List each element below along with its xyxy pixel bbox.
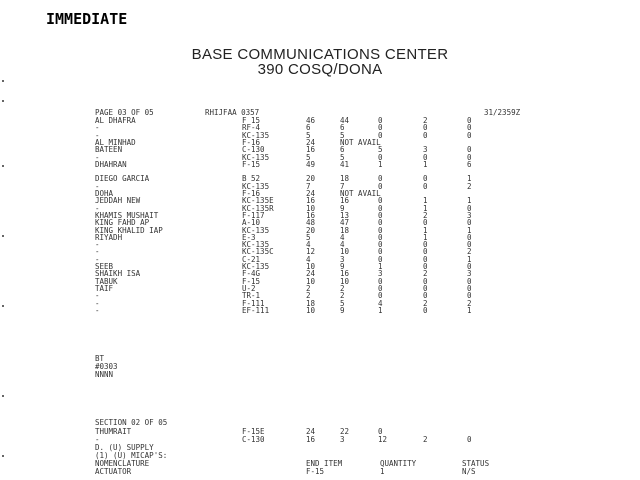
nmcb-cell: 0 <box>467 203 472 213</box>
mission-capable-cell: 6 <box>340 145 345 155</box>
nmcm-cell: 0 <box>423 130 428 140</box>
mission-capable-cell: 7 <box>340 181 345 191</box>
supply-cell: 1 <box>380 467 385 476</box>
base-name-cell: - <box>95 152 100 162</box>
assigned-cell: 4 <box>306 254 311 264</box>
nmcm-cell: 2 <box>423 435 428 444</box>
page-indicator: PAGE 03 OF 05 <box>95 108 154 117</box>
mission-capable-cell: 47 <box>340 218 350 228</box>
assigned-cell: 2 <box>306 291 311 301</box>
nmcm-cell: 0 <box>423 174 428 184</box>
base-name-cell: - <box>95 247 100 257</box>
supply-row <box>0 468 640 476</box>
mission-capable-cell: 2 <box>340 291 345 301</box>
section-indicator: SECTION 02 OF 05 <box>95 418 168 427</box>
nmcb-cell: 0 <box>467 240 472 250</box>
assigned-cell: 5 <box>306 130 311 140</box>
supply-cell: D. (U) SUPPLY <box>95 443 154 452</box>
base-name-cell: - <box>95 181 100 191</box>
nmcb-cell: 1 <box>467 225 472 235</box>
nmcm-cell: 0 <box>423 123 428 133</box>
aircraft-type-cell: KC-135 <box>242 152 270 162</box>
nmcb-cell: 0 <box>467 218 472 228</box>
assigned-cell: 7 <box>306 181 311 191</box>
mission-capable-cell: 4 <box>340 240 345 250</box>
nmcs-cell: 0 <box>378 240 383 250</box>
aircraft-type-cell: KC-135E <box>242 196 274 206</box>
nmcs-cell: 0 <box>378 218 383 228</box>
assigned-cell: 16 <box>306 210 316 220</box>
nmcm-cell: 3 <box>423 145 428 155</box>
assigned-cell: 48 <box>306 218 316 228</box>
base-name-cell: - <box>95 203 100 213</box>
nmcs-cell: 5 <box>378 145 383 155</box>
nmcm-cell: 0 <box>423 254 428 264</box>
nmcm-cell: 0 <box>423 181 428 191</box>
base-name-cell: KING FAHD AP <box>95 218 150 228</box>
nmcb-cell: 0 <box>467 291 472 301</box>
base-name-cell: SHAIKH ISA <box>95 269 141 279</box>
nmcm-cell: 0 <box>423 152 428 162</box>
aircraft-type-cell: TR-1 <box>242 291 261 301</box>
nmcm-cell: 0 <box>423 283 428 293</box>
nmcb-cell: 1 <box>467 254 472 264</box>
mission-capable-cell: 44 <box>340 116 350 125</box>
aircraft-type-cell: B 52 <box>242 174 261 184</box>
assigned-cell: 10 <box>306 262 316 271</box>
base-name-cell: KHAMIS MUSHAIT <box>95 210 159 220</box>
nmcb-cell: 0 <box>467 130 472 140</box>
nmcs-cell: 0 <box>378 276 383 286</box>
assigned-cell: 49 <box>306 159 316 169</box>
supply-cell: (1) (U) MICAP'S: <box>95 451 168 460</box>
assigned-cell: 24 <box>306 189 316 198</box>
mission-capable-cell: 18 <box>340 225 350 235</box>
nmcb-cell: 6 <box>467 159 472 169</box>
mission-capable-cell: 6 <box>340 123 345 133</box>
nmcb-cell: 1 <box>467 305 472 315</box>
nmcm-cell: 0 <box>423 305 428 315</box>
aircraft-type-cell: F-15E <box>242 427 265 436</box>
date-time-group: 31/2359Z <box>484 108 521 117</box>
assigned-cell: 16 <box>306 196 316 206</box>
table-row <box>0 307 640 315</box>
nmcs-cell: 0 <box>378 116 383 125</box>
base-name-cell: - <box>95 130 100 140</box>
nmcb-cell: 0 <box>467 145 472 155</box>
mission-capable-cell: 9 <box>340 305 345 315</box>
base-name-cell: - <box>95 291 100 301</box>
routing-indicator: RHIJFAA 0357 <box>205 108 260 117</box>
scan-mark <box>2 100 4 102</box>
base-name-cell: AL MINHAD <box>95 137 136 147</box>
nmcs-cell: 0 <box>378 203 383 213</box>
assigned-cell: 4 <box>306 240 311 250</box>
aircraft-type-cell: A-10 <box>242 218 261 228</box>
base-name-cell: THUMRAIT <box>95 427 132 436</box>
aircraft-type-cell: RF-4 <box>242 123 261 133</box>
nmcb-cell: 2 <box>467 298 472 308</box>
nmcs-cell: 0 <box>378 427 383 436</box>
nmcb-cell: 0 <box>467 123 472 133</box>
supply-cell: STATUS <box>462 459 490 468</box>
aircraft-type-cell: KC-135R <box>242 203 274 213</box>
scan-mark <box>2 395 4 397</box>
scan-mark <box>2 235 4 237</box>
assigned-cell: 18 <box>306 298 316 308</box>
trailer-line <box>0 371 640 379</box>
nmcs-cell: 0 <box>378 225 383 235</box>
section-header-line <box>0 419 640 427</box>
classification-stamp: IMMEDIATE <box>46 10 128 28</box>
document-subtitle: 390 COSQ/DONA <box>257 61 383 78</box>
aircraft-type-cell: F-15 <box>242 159 261 169</box>
base-name-cell: - <box>95 435 100 444</box>
nmcs-cell: 0 <box>378 123 383 133</box>
supply-cell: NOMENCLATURE <box>95 459 150 468</box>
base-name-cell: - <box>95 305 100 315</box>
nmcm-cell: 1 <box>423 196 428 206</box>
nmcm-cell: 1 <box>423 203 428 213</box>
aircraft-type-cell: F-111 <box>242 298 265 308</box>
aircraft-type-cell: KC-135 <box>242 240 270 250</box>
aircraft-type-cell: E-3 <box>242 232 256 242</box>
nmcb-cell: 1 <box>467 174 472 184</box>
nmcm-cell: 2 <box>423 298 428 308</box>
assigned-cell: 24 <box>306 269 316 279</box>
base-name-cell: - <box>95 240 100 250</box>
nmcm-cell: 0 <box>423 218 428 228</box>
nmcs-cell: 0 <box>378 130 383 140</box>
supply-cell: QUANTITY <box>380 459 417 468</box>
nmcs-cell: 0 <box>378 254 383 264</box>
nmcs-cell: 12 <box>378 435 388 444</box>
mission-capable-cell: 3 <box>340 435 345 444</box>
mission-capable-cell: 3 <box>340 254 345 264</box>
nmcb-cell: 0 <box>467 435 472 444</box>
base-name-cell: TABUK <box>95 276 118 286</box>
aircraft-type-cell: KC-135 <box>242 262 270 271</box>
mission-capable-cell: NOT AVAIL <box>340 189 381 198</box>
mission-capable-cell: 2 <box>340 283 345 293</box>
scan-mark <box>2 305 4 307</box>
assigned-cell: 10 <box>306 203 316 213</box>
aircraft-type-cell: KC-135 <box>242 181 270 191</box>
document-title: BASE COMMUNICATIONS CENTER <box>191 46 449 63</box>
nmcs-cell: 0 <box>378 152 383 162</box>
mission-capable-cell: 5 <box>340 298 345 308</box>
assigned-cell: 20 <box>306 225 316 235</box>
supply-cell: END ITEM <box>306 459 343 468</box>
mission-capable-cell: 18 <box>340 174 350 184</box>
nmcm-cell: 1 <box>423 232 428 242</box>
nmcs-cell: 4 <box>378 298 383 308</box>
aircraft-type-cell: U-2 <box>242 283 256 293</box>
mission-capable-cell: 10 <box>340 276 350 286</box>
assigned-cell: 6 <box>306 123 311 133</box>
base-name-cell: DIEGO GARCIA <box>95 174 150 184</box>
assigned-cell: 5 <box>306 152 311 162</box>
mission-capable-cell: 10 <box>340 247 350 257</box>
nmcb-cell: 0 <box>467 232 472 242</box>
nmcs-cell: 1 <box>378 262 383 271</box>
nmcm-cell: 2 <box>423 210 428 220</box>
mission-capable-cell: 9 <box>340 203 345 213</box>
mission-capable-cell: 13 <box>340 210 350 220</box>
base-name-cell: DHAHRAN <box>95 159 127 169</box>
mission-capable-cell: 5 <box>340 152 345 162</box>
nmcb-cell: 0 <box>467 152 472 162</box>
base-name-cell: BATEEN <box>95 145 123 155</box>
nmcb-cell: 2 <box>467 181 472 191</box>
mission-capable-cell: 16 <box>340 196 350 206</box>
nmcb-cell: 0 <box>467 276 472 286</box>
nmcb-cell: 0 <box>467 283 472 293</box>
base-name-cell: JEDDAH NEW <box>95 196 141 206</box>
assigned-cell: 24 <box>306 427 316 436</box>
assigned-cell: 2 <box>306 283 311 293</box>
nmcs-cell: 0 <box>378 181 383 191</box>
nmcs-cell: 0 <box>378 247 383 257</box>
supply-cell: N/S <box>462 467 476 476</box>
scan-mark <box>2 455 4 457</box>
base-name-cell: - <box>95 298 100 308</box>
nmcs-cell: 0 <box>378 210 383 220</box>
aircraft-type-cell: C-130 <box>242 145 265 155</box>
assigned-cell: 16 <box>306 145 316 155</box>
assigned-cell: 46 <box>306 116 316 125</box>
mission-capable-cell: 22 <box>340 427 350 436</box>
nmcm-cell: 0 <box>423 240 428 250</box>
nmcm-cell: 0 <box>423 291 428 301</box>
nmcs-cell: 0 <box>378 174 383 184</box>
nmcb-cell: 2 <box>467 247 472 257</box>
base-name-cell: - <box>95 123 100 133</box>
aircraft-type-cell: F-4G <box>242 269 261 279</box>
trailer-text: NNNN <box>95 370 114 379</box>
aircraft-type-cell: F-16 <box>242 137 261 147</box>
aircraft-type-cell: KC-135 <box>242 225 270 235</box>
nmcs-cell: 1 <box>378 159 383 169</box>
base-name-cell: AL DHAFRA <box>95 116 136 125</box>
aircraft-type-cell: C-130 <box>242 435 265 444</box>
nmcb-cell: 0 <box>467 262 472 271</box>
aircraft-type-cell: F-16 <box>242 189 261 198</box>
nmcm-cell: 1 <box>423 159 428 169</box>
assigned-cell: 20 <box>306 174 316 184</box>
aircraft-type-cell: F-117 <box>242 210 265 220</box>
supply-cell: F-15 <box>306 467 325 476</box>
mission-capable-cell: 5 <box>340 130 345 140</box>
nmcs-cell: 3 <box>378 269 383 279</box>
base-name-cell: - <box>95 254 100 264</box>
assigned-cell: 16 <box>306 435 316 444</box>
aircraft-type-cell: KC-135 <box>242 130 270 140</box>
nmcs-cell: 1 <box>378 305 383 315</box>
base-name-cell: DOHA <box>95 189 114 198</box>
nmcb-cell: 0 <box>467 116 472 125</box>
base-name-cell: RIYADH <box>95 232 123 242</box>
supply-cell: ACTUATOR <box>95 467 132 476</box>
nmcm-cell: 2 <box>423 269 428 279</box>
base-name-cell: SEEB <box>95 262 114 271</box>
trailer-text: #0303 <box>95 362 118 371</box>
mission-capable-cell: 16 <box>340 269 350 279</box>
mission-capable-cell: 41 <box>340 159 350 169</box>
nmcb-cell: 1 <box>467 196 472 206</box>
mission-capable-cell: 4 <box>340 232 345 242</box>
assigned-cell: 24 <box>306 137 316 147</box>
nmcs-cell: 0 <box>378 291 383 301</box>
assigned-cell: 5 <box>306 232 311 242</box>
nmcb-cell: 3 <box>467 210 472 220</box>
nmcs-cell: 0 <box>378 196 383 206</box>
mission-capable-cell: NOT AVAIL <box>340 137 381 147</box>
aircraft-type-cell: C-21 <box>242 254 261 264</box>
assigned-cell: 12 <box>306 247 316 257</box>
base-name-cell: TAIF <box>95 283 114 293</box>
nmcm-cell: 0 <box>423 247 428 257</box>
nmcm-cell: 0 <box>423 262 428 271</box>
scan-mark <box>2 80 4 82</box>
aircraft-type-cell: EF-111 <box>242 305 270 315</box>
base-name-cell: KING KHALID IAP <box>95 225 163 235</box>
aircraft-type-cell: F-15 <box>242 276 261 286</box>
scan-mark <box>2 165 4 167</box>
aircraft-type-cell: KC-135C <box>242 247 274 257</box>
nmcm-cell: 0 <box>423 276 428 286</box>
assigned-cell: 10 <box>306 305 316 315</box>
nmcm-cell: 1 <box>423 225 428 235</box>
assigned-cell: 10 <box>306 276 316 286</box>
nmcm-cell: 2 <box>423 116 428 125</box>
mission-capable-cell: 9 <box>340 262 345 271</box>
trailer-text: BT <box>95 354 105 363</box>
nmcs-cell: 0 <box>378 232 383 242</box>
aircraft-type-cell: F 15 <box>242 116 261 125</box>
nmcb-cell: 3 <box>467 269 472 279</box>
nmcs-cell: 0 <box>378 283 383 293</box>
